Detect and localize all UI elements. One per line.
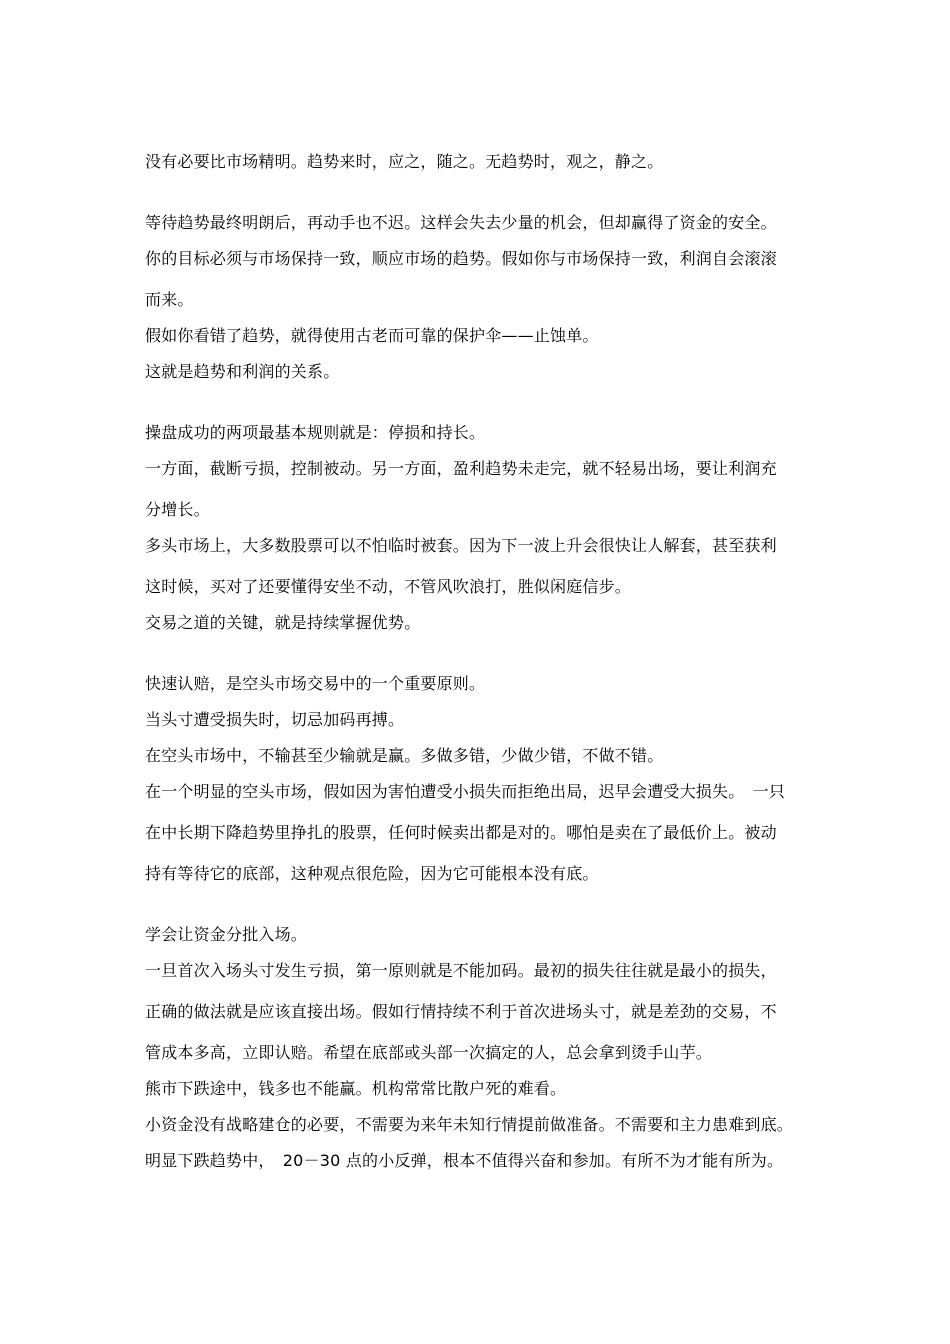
text-line: 管成本多高，立即认赔。希望在底部或头部一次搞定的人，总会拿到烫手山芋。 [145, 1043, 713, 1062]
text-line: 熊市下跌途中，钱多也不能赢。机构常常比散户死的难看。 [145, 1079, 567, 1098]
text-line: 你的目标必须与市场保持一致，顺应市场的趋势。假如你与市场保持一致，利润自会滚滚 [145, 249, 777, 268]
text-line: 小资金没有战略建仓的必要，不需要为来年未知行情提前做准备。不需要和主力患难到底。 [145, 1115, 794, 1134]
text-line: 分增长。 [145, 500, 210, 519]
text-line: 多头市场上，大多数股票可以不怕临时被套。因为下一波上升会很快让人解套，甚至获利 [145, 536, 777, 555]
text-line: 学会让资金分批入场。 [145, 925, 308, 944]
text-line: 没有必要比市场精明。趋势来时，应之，随之。无趋势时，观之，静之。 [145, 152, 664, 171]
text-line: 这就是趋势和利润的关系。 [145, 362, 340, 381]
text-line: 当头寸遭受损失时，切忌加码再搏。 [145, 710, 405, 729]
text-line: 持有等待它的底部，这种观点很危险，因为它可能根本没有底。 [145, 864, 599, 883]
text-line: 一旦首次入场头寸发生亏损，第一原则就是不能加码。最初的损失往往就是最小的损失， [145, 961, 777, 980]
text-line: 在中长期下降趋势里挣扎的股票，任何时候卖出都是对的。哪怕是卖在了最低价上。被动 [145, 823, 777, 842]
text-line: 快速认赔，是空头市场交易中的一个重要原则。 [145, 674, 486, 693]
text-line: 而来。 [145, 290, 194, 309]
text-line: 交易之道的关键，就是持续掌握优势。 [145, 613, 421, 632]
text-line: 等待趋势最终明朗后，再动手也不迟。这样会失去少量的机会，但却赢得了资金的安全。 [145, 213, 777, 232]
text-line: 一方面，截断亏损，控制被动。另一方面，盈利趋势未走完，就不轻易出场，要让利润充 [145, 459, 777, 478]
text-line: 操盘成功的两项最基本规则就是：停损和持长。 [145, 423, 486, 442]
text-line: 在一个明显的空头市场，假如因为害怕遭受小损失而拒绝出局，迟早会遭受大损失。 一只 [145, 782, 786, 801]
text-line: 明显下跌趋势中， 20－30 点的小反弹，根本不值得兴奋和参加。有所不为才能有所为。 [145, 1151, 784, 1170]
text-line: 在空头市场中，不输甚至少输就是赢。多做多错，少做少错，不做不错。 [145, 746, 664, 765]
text-line: 这时候，买对了还要懂得安坐不动，不管风吹浪打，胜似闲庭信步。 [145, 577, 632, 596]
text-line: 假如你看错了趋势，就得使用古老而可靠的保护伞——止蚀单。 [145, 326, 599, 345]
text-line: 正确的做法就是应该直接出场。假如行情持续不利于首次进场头寸，就是差劲的交易，不 [145, 1002, 777, 1021]
